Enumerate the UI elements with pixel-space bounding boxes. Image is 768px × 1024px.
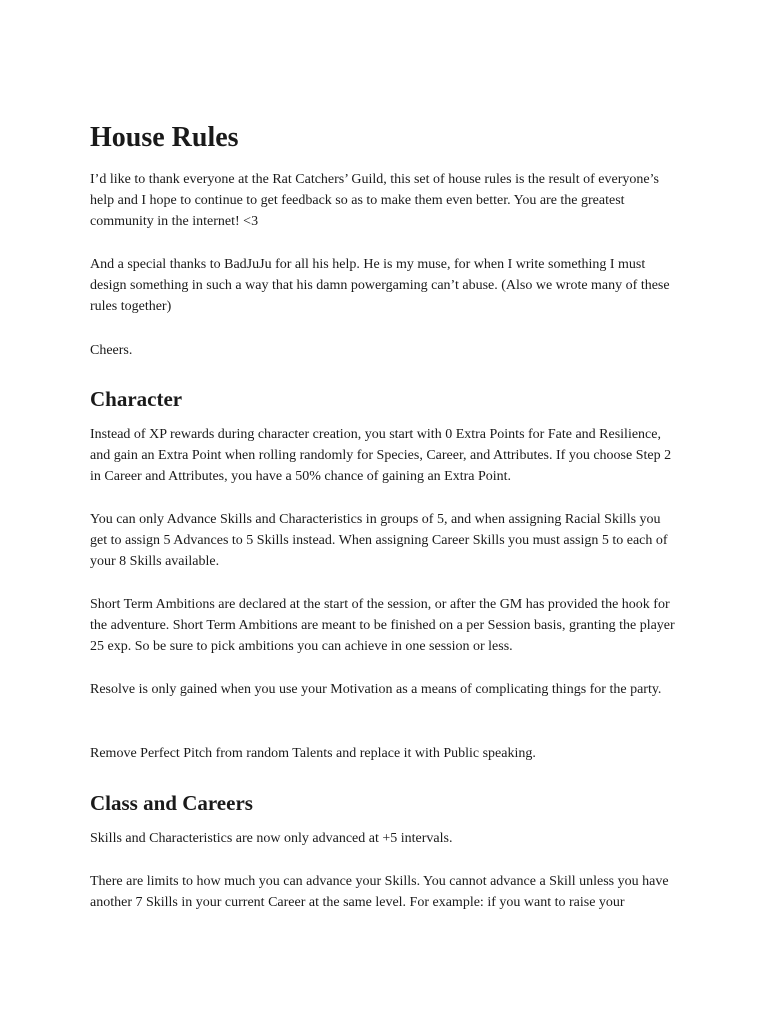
careers-paragraph-intervals: Skills and Characteristics are now only advanced at +5 intervals.: [90, 831, 453, 846]
page-title: House Rules: [90, 122, 239, 153]
intro-paragraph-special-thanks: And a special thanks to BadJuJu for all his help. He is my muse, for when I write something I must design something in such a way that his damn powergaming can’t abuse. (Also we wrote many of these rules together): [90, 257, 670, 314]
character-paragraph-advances: You can only Advance Skills and Characteristics in groups of 5, and when assigning Racial Skills you get to assign 5 Advances to 5 Skills instead. When assigning Career Skills you must assign 5 to each of your 8 Skills available.: [90, 512, 668, 569]
intro-paragraph-thanks: I’d like to thank everyone at the Rat Catchers’ Guild, this set of house rules is the result of everyone’s help and I hope to continue to get feedback so as to make them even better. You are the greatest community in the internet! <3: [90, 172, 659, 229]
section-heading-character: Character: [90, 387, 183, 411]
character-paragraph-talents: Remove Perfect Pitch from random Talents and replace it with Public speaking.: [90, 746, 536, 761]
character-paragraph-resolve: Resolve is only gained when you use your Motivation as a means of complicating things for the party.: [90, 682, 662, 697]
careers-paragraph-skill-limits: There are limits to how much you can advance your Skills. You cannot advance a Skill unless you have another 7 Skills in your current Career at the same level. For example: if you want to raise your: [90, 874, 669, 910]
character-paragraph-ambitions: Short Term Ambitions are declared at the start of the session, or after the GM has provided the hook for the adventure. Short Term Ambitions are meant to be finished on a per Session basis, granting the player 25 exp. So be sure to pick ambitions you can achieve in one session or less.: [90, 597, 675, 654]
section-heading-class-and-careers: Class and Careers: [90, 791, 253, 815]
intro-paragraph-cheers: Cheers.: [90, 343, 133, 358]
character-paragraph-extra-points: Instead of XP rewards during character creation, you start with 0 Extra Points for Fate and Resilience, and gain an Extra Point when rolling randomly for Species, Career, and Attributes. If you choose Step 2 in Career and Attributes, you have a 50% chance of gaining an Extra Point.: [90, 427, 672, 484]
